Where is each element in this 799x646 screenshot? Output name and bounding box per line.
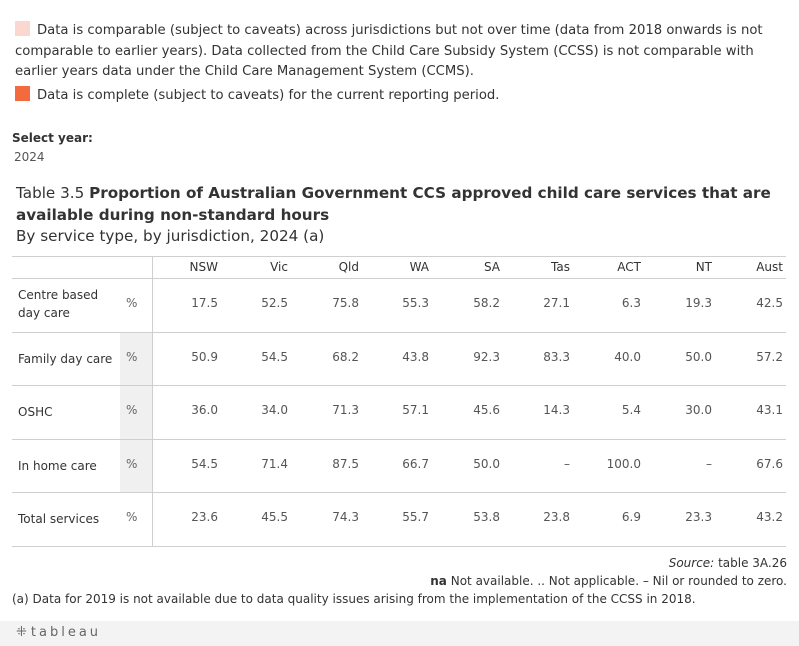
table-title bbox=[16, 182, 786, 226]
row-unit: % bbox=[126, 296, 138, 310]
row-unit: % bbox=[126, 349, 138, 364]
symbols-key bbox=[430, 574, 787, 588]
tableau-cross-icon: ⁜ bbox=[16, 625, 27, 640]
table-cell: 19.3 bbox=[685, 296, 712, 310]
table-cell: 83.3 bbox=[543, 349, 570, 364]
table-cell: 68.2 bbox=[332, 349, 359, 364]
table-divider bbox=[152, 256, 153, 546]
data-table bbox=[12, 256, 786, 546]
column-header: Qld bbox=[338, 260, 359, 274]
tableau-logo-text: tableau bbox=[30, 625, 102, 640]
complete-swatch bbox=[15, 86, 30, 101]
row-unit: % bbox=[126, 456, 138, 471]
table-cell: 71.4 bbox=[261, 456, 288, 471]
table-rule bbox=[12, 546, 786, 547]
row-label: OSHC bbox=[18, 405, 53, 420]
table-cell: 53.8 bbox=[473, 510, 500, 525]
table-cell: 71.3 bbox=[332, 403, 359, 418]
legend-comparable bbox=[15, 21, 790, 83]
table-cell: 58.2 bbox=[473, 296, 500, 310]
column-header: ACT bbox=[617, 260, 641, 274]
table-cell: 6.3 bbox=[621, 296, 641, 310]
note-a: (a) Data for 2019 is not available due to data quality issues arising from the implementation of the CCSS in 2018. bbox=[12, 592, 696, 606]
table-cell: 43.2 bbox=[756, 510, 783, 525]
row-unit: % bbox=[126, 403, 138, 418]
table-title-main: Proportion of Australian Government CCS approved child care services that are available during non-standard hours bbox=[16, 184, 771, 224]
column-header: WA bbox=[409, 260, 429, 274]
table-cell: 27.1 bbox=[543, 296, 570, 310]
table-cell: 23.3 bbox=[685, 510, 712, 525]
select-year-value[interactable]: 2024 bbox=[14, 150, 45, 164]
row-label: Total services bbox=[18, 512, 100, 527]
table-cell: 92.3 bbox=[473, 349, 500, 364]
column-header: Tas bbox=[551, 260, 570, 274]
table-cell: 74.3 bbox=[332, 510, 359, 525]
table-rule bbox=[12, 492, 786, 493]
source-value: table 3A.26 bbox=[718, 556, 787, 570]
table-cell: – bbox=[564, 456, 570, 471]
table-cell: 5.4 bbox=[621, 403, 641, 418]
table-cell: 43.8 bbox=[402, 349, 429, 364]
table-cell: 30.0 bbox=[685, 403, 712, 418]
table-cell: 45.6 bbox=[473, 403, 500, 418]
row-label: Family day care bbox=[18, 351, 113, 366]
table-cell: 6.9 bbox=[621, 510, 641, 525]
table-cell: 14.3 bbox=[543, 403, 570, 418]
table-cell: 52.5 bbox=[261, 296, 288, 310]
table-cell: 54.5 bbox=[261, 349, 288, 364]
table-cell: 75.8 bbox=[332, 296, 359, 310]
na-abbr: na bbox=[430, 574, 447, 588]
column-header: Aust bbox=[756, 260, 783, 274]
table-cell: 50.0 bbox=[473, 456, 500, 471]
table-cell: 55.3 bbox=[402, 296, 429, 310]
column-header: SA bbox=[483, 260, 500, 274]
table-cell: 23.8 bbox=[543, 510, 570, 525]
table-cell: 43.1 bbox=[756, 403, 783, 418]
table-cell: 66.7 bbox=[402, 456, 429, 471]
row-unit: % bbox=[126, 510, 138, 525]
table-cell: 17.5 bbox=[191, 296, 218, 310]
table-rule bbox=[12, 332, 786, 333]
column-header: NSW bbox=[189, 260, 218, 274]
table-cell: 100.0 bbox=[606, 456, 641, 471]
table-cell: 55.7 bbox=[402, 510, 429, 525]
legend-comparable-text: Data is comparable (subject to caveats) across jurisdictions but not over time (data from 2018 onwards is not comparable to earlier years). Data collected from the Child Care Subsidy System (CCSS) is not comparable with earlier years data under the Child Care Management System (CCMS). bbox=[15, 23, 763, 79]
table-rule bbox=[12, 278, 786, 279]
legend-complete-text: Data is complete (subject to caveats) for the current reporting period. bbox=[37, 88, 500, 103]
tableau-footer bbox=[0, 621, 799, 646]
table-rule bbox=[12, 439, 786, 440]
table-rule bbox=[12, 385, 786, 386]
legend-complete bbox=[15, 86, 790, 107]
table-cell: 57.1 bbox=[402, 403, 429, 418]
table-cell: 57.2 bbox=[756, 349, 783, 364]
table-subtitle: By service type, by jurisdiction, 2024 (a) bbox=[16, 227, 325, 245]
table-cell: 50.0 bbox=[685, 349, 712, 364]
table-cell: 67.6 bbox=[756, 456, 783, 471]
table-cell: 42.5 bbox=[756, 296, 783, 310]
column-header: Vic bbox=[270, 260, 288, 274]
na-text: Not available. .. Not applicable. – Nil or rounded to zero. bbox=[450, 574, 787, 588]
source-label: Source: bbox=[668, 556, 715, 570]
table-cell: 23.6 bbox=[191, 510, 218, 525]
comparable-swatch bbox=[15, 21, 30, 36]
table-cell: 87.5 bbox=[332, 456, 359, 471]
table-cell: 34.0 bbox=[261, 403, 288, 418]
table-rule bbox=[12, 256, 786, 257]
row-label: Centre based day care bbox=[18, 288, 99, 320]
row-label: In home care bbox=[18, 458, 97, 473]
tableau-logo[interactable] bbox=[16, 625, 101, 640]
table-cell: 40.0 bbox=[614, 349, 641, 364]
select-year-label: Select year: bbox=[12, 131, 93, 145]
table-cell: 50.9 bbox=[191, 349, 218, 364]
column-header: NT bbox=[695, 260, 712, 274]
table-cell: 54.5 bbox=[191, 456, 218, 471]
table-cell: 45.5 bbox=[261, 510, 288, 525]
table-cell: 36.0 bbox=[191, 403, 218, 418]
table-cell: – bbox=[706, 456, 712, 471]
table-title-prefix: Table 3.5 bbox=[16, 184, 85, 202]
source-line bbox=[669, 556, 787, 570]
